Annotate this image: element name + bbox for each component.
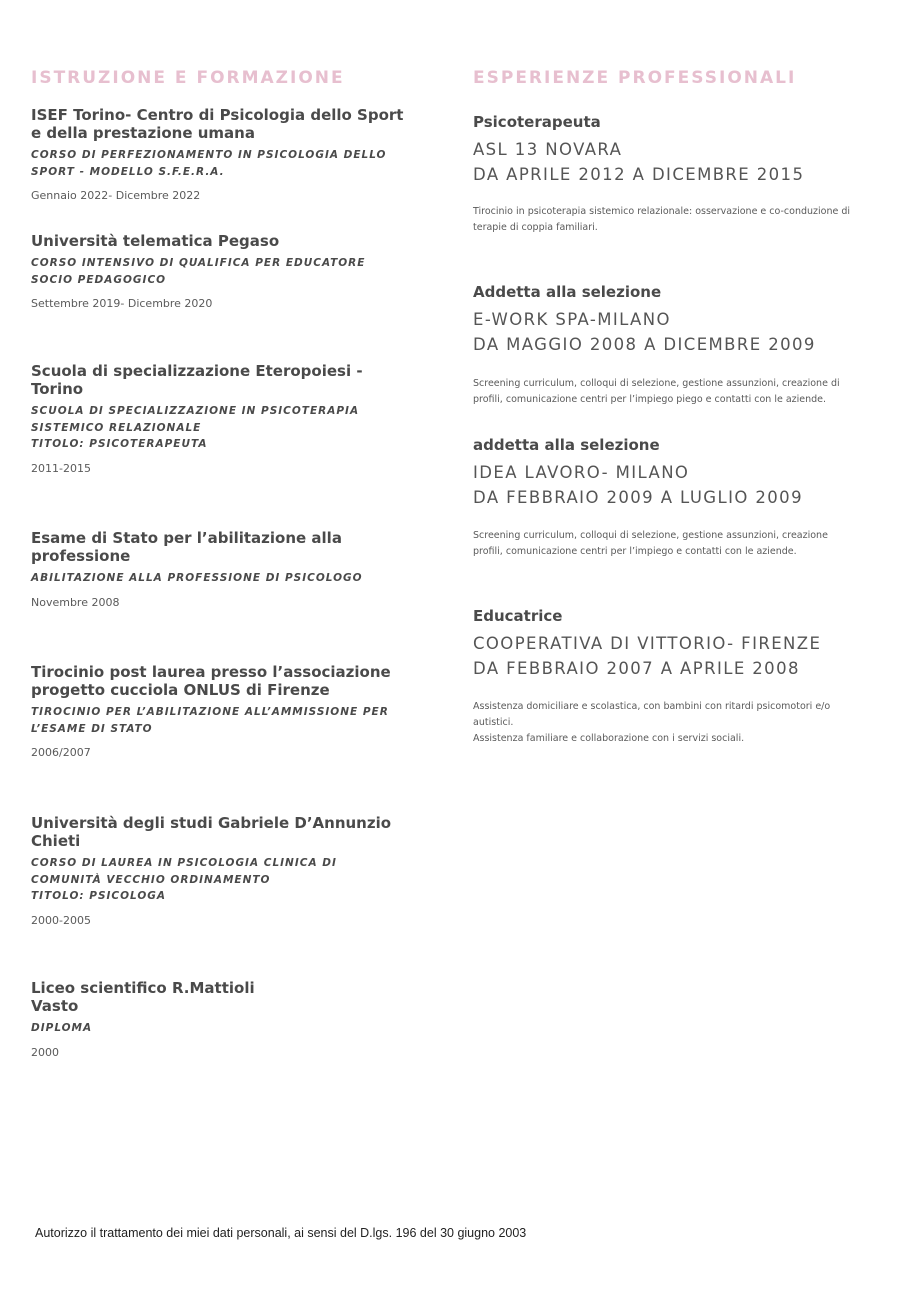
experience-period: DA FEBBRAIO 2009 A LUGLIO 2009: [473, 488, 803, 507]
education-item: [31, 362, 411, 476]
experience-company: COOPERATIVA DI VITTORIO- FIRENZE: [473, 634, 822, 653]
experience-company: E-WORK SPA-MILANO: [473, 310, 671, 329]
experience-item: [473, 113, 858, 236]
experience-role: Educatrice: [473, 607, 563, 625]
experience-company: IDEA LAVORO- MILANO: [473, 463, 690, 482]
education-course: CORSO INTENSIVO DI QUALIFICA PER EDUCATORE SOCIO PEDAGOGICO: [31, 257, 366, 286]
education-course: CORSO DI PERFEZIONAMENTO IN PSICOLOGIA DELLO SPORT - MODELLO S.F.E.R.A.: [31, 149, 387, 178]
education-date: 2000: [31, 1045, 59, 1059]
education-date: 2011-2015: [31, 461, 91, 475]
experience-description: Screening curriculum, colloqui di selezione, gestione assunzioni, creazione di profili, comunicazione centri per l’impiego piego e contatti con le aziende.: [473, 378, 840, 405]
education-item: [31, 529, 411, 610]
education-school: Scuola di specializzazione Eteropoiesi - Torino: [31, 362, 363, 398]
experience-description: Tirocinio in psicoterapia sistemico relazionale: osservazione e co-conduzione di terapie di coppia familiari.: [473, 206, 851, 233]
education-item: [31, 232, 411, 311]
education-school: Liceo scientifico R.Mattioli Vasto: [31, 979, 255, 1015]
experience-role: Addetta alla selezione: [473, 283, 662, 301]
experience-company: ASL 13 NOVARA: [473, 140, 623, 159]
education-date: Gennaio 2022- Dicembre 2022: [31, 189, 201, 202]
education-item: [31, 979, 411, 1060]
education-item: [31, 106, 411, 203]
education-school: Esame di Stato per l’abilitazione alla professione: [31, 529, 342, 565]
experience-period: DA MAGGIO 2008 A DICEMBRE 2009: [473, 335, 816, 354]
education-course: TIROCINIO PER L’ABILITAZIONE ALL’AMMISSIONE PER L’ESAME DI STATO: [31, 706, 389, 735]
experience-item: [473, 283, 858, 408]
education-title: ISTRUZIONE E FORMAZIONE: [31, 68, 345, 88]
education-school: Tirocinio post laurea presso l’associazione progetto cucciola ONLUS di Firenze: [31, 663, 391, 699]
education-school: Università telematica Pegaso: [31, 232, 280, 250]
experience-item: [473, 436, 858, 560]
education-course: ABILITAZIONE ALLA PROFESSIONE DI PSICOLOGO: [31, 572, 363, 584]
experience-item: [473, 607, 858, 747]
education-course: DIPLOMA: [31, 1022, 93, 1034]
experience-period: DA APRILE 2012 A DICEMBRE 2015: [473, 165, 805, 184]
education-item: [31, 814, 411, 928]
experience-role: addetta alla selezione: [473, 436, 660, 454]
experience-description: Screening curriculum, colloqui di selezione, gestione assunzioni, creazione profili, comunicazione centri per l’impiego e contatti con le aziende.: [473, 530, 828, 557]
education-course: SCUOLA DI SPECIALIZZAZIONE IN PSICOTERAPIA SISTEMICO RELAZIONALE TITOLO: PSICOTERAPEUTA: [31, 405, 360, 450]
education-date: 2006/2007: [31, 746, 91, 759]
education-school: Università degli studi Gabriele D’Annunzio Chieti: [31, 814, 392, 850]
consent-text: Autorizzo il trattamento dei miei dati personali, ai sensi del D.lgs. 196 del 30 giugno 2003: [35, 1226, 527, 1240]
education-date: Novembre 2008: [31, 595, 120, 609]
education-date: Settembre 2019- Dicembre 2020: [31, 297, 213, 310]
experience-title: ESPERIENZE PROFESSIONALI: [473, 68, 797, 88]
education-school: ISEF Torino- Centro di Psicologia dello Sport e della prestazione umana: [31, 106, 404, 142]
education-date: 2000-2005: [31, 913, 91, 927]
experience-role: Psicoterapeuta: [473, 113, 601, 131]
education-item: [31, 663, 411, 760]
experience-description: Assistenza domiciliare e scolastica, con bambini con ritardi psicomotori e/o autistici. Assistenza familiare e collaborazione con i servizi sociali.: [473, 701, 831, 744]
experience-period: DA FEBBRAIO 2007 A APRILE 2008: [473, 659, 800, 678]
education-course: CORSO DI LAUREA IN PSICOLOGIA CLINICA DI COMUNITÀ VECCHIO ORDINAMENTO TITOLO: PSICOLOGA: [31, 857, 337, 902]
